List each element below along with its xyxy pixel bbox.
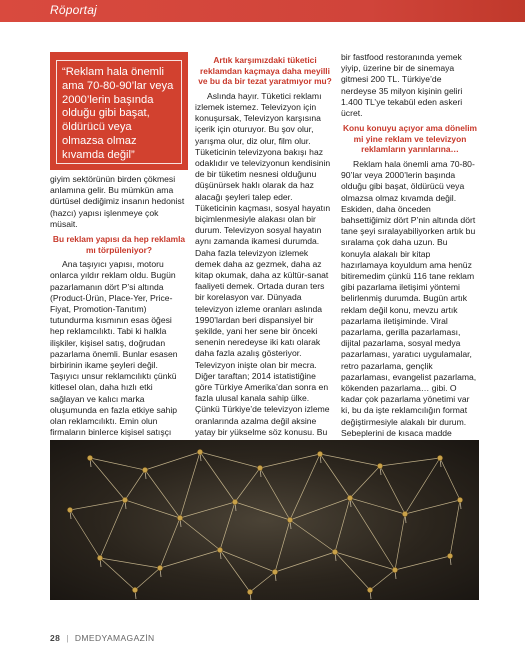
pin-head — [332, 549, 337, 554]
thread-line — [395, 556, 450, 570]
thread-line — [335, 498, 350, 552]
interview-question: Konu konuyu açıyor ama dönelim mi yine reklam ve televizyon reklamların yarınlarına… — [342, 123, 478, 155]
paragraph: Aslında hayır. Tüketici reklamı izlemek istemez. Televizyon için konuşursak, Televizyon karşısına içerik için oturuyor. Bu şov olur, yarışma olur, diz olur, film olur. Tüketicinin televizyona bakışı haz odaklıdır ve televizyonun kendisinin de bir tüketim nesnesi olduğunu düşünürsek haklı olarak da haz alacağı şeyleri talep eder. Tüketicinin kaçması, sosyal hayatın biçimlenmesiyle alakası olan bir durum. Televizyon sosyal hayatın aynı zamanda ikamesi durumda. Daha fazla televizyon izlemek demek daha az gezmek, daha az kitap okumak, daha az kültür-sanat faaliyeti demek. Ortada duran ters bir korelasyon var. Dünyada televizyon izleme oranları aslında 1990’lardan beri dispansiyel bir şekilde, yani her sene bir önceki senenin neredeyse iki katı olarak daha fazla azalış gösteriyor. Televizyon inişte olan bir mecra. Diğer taraftan; 2014 istatistiğine göre Türkiye Amerika’dan sonra en fazla ulusal kanala sahip ülke. Çünkü Türkiye’de televizyon izleme oranlarında azalma değil aksine yatay bir yükselme söz konusu. Bu — [195, 90, 331, 437]
thread-line — [395, 514, 405, 570]
thread-line — [260, 454, 320, 468]
thread-line — [135, 568, 160, 590]
pin-head — [392, 567, 397, 572]
interview-question: Bu reklam yapısı da hep reklamla mı törpüleniyor? — [52, 234, 186, 255]
thread-line — [160, 550, 220, 568]
thread-line — [180, 502, 235, 518]
thread-line — [250, 572, 275, 592]
thread-line — [370, 570, 395, 590]
pin-head — [177, 515, 182, 520]
thread-line — [380, 466, 405, 514]
thread-line — [200, 452, 260, 468]
thread-line — [335, 552, 395, 570]
pin-head — [447, 553, 452, 558]
pin-head — [247, 589, 252, 594]
thread-line — [405, 458, 440, 514]
thread-line — [200, 452, 235, 502]
section-label: Röportaj — [50, 3, 97, 17]
pin-head — [132, 587, 137, 592]
thread-line — [180, 452, 200, 518]
article-column-1 — [50, 174, 188, 461]
thread-line — [290, 520, 335, 552]
pin-head — [197, 449, 202, 454]
thread-line — [145, 452, 200, 470]
pin-head — [347, 495, 352, 500]
pin-head — [287, 517, 292, 522]
paragraph: Reklam hala önemli ama 70-80-90’lar veya 2000’lerin başında olduğu gibi başat, öldürücü veya olmazsa olmaz kıvamda değil. Eskiden, daha önceden bahsettiğimiz dört P’nin altında dört tane şeyi sıralayabiliyorken artık bu sıralama çok daha uzun. Bu konuyla alakalı bir kitap hazırlamaya koyuldum ama henüz bitiremedim çünkü 116 tane reklam gibi pazarlama iletişimi yöntemi belirlenmiş durumda. Bugün artık reklam değil konu, mevzu artık pazarlama iletişiminde. Viral pazarlama, gerilla pazarlaması, dijital pazarlama, sosyal medya pazarlaması, yaratıcı uygulamalar, retro pazarlama, gençlik pazarlaması, evangelist pazarlama, kökenden pazarlama… gibi. O kadar çok pazarlama yönetimi var ki, bu da işte reklamcılığın format değiştirmesiyle alakalı bir durum. Sebeplerini de kısaca madde — [341, 159, 477, 438]
thread-line — [320, 454, 350, 498]
network-illustration — [50, 440, 479, 600]
thread-line — [100, 500, 125, 558]
thread-line — [125, 500, 180, 518]
pin-head — [367, 587, 372, 592]
pull-quote-frame — [56, 60, 182, 164]
pin-head — [232, 499, 237, 504]
magazine-name: DMEDYAMAGAZİN — [74, 633, 155, 643]
pin-head — [402, 511, 407, 516]
pin-head — [437, 455, 442, 460]
pin-head — [97, 555, 102, 560]
pull-quote-text: “Reklam hala önemli ama 70-80-90’lar veya 2000’lerin başında olduğu gibi başat, öldürücü veya olmazsa olmaz kıvamda değil” — [62, 66, 174, 161]
thread-line — [235, 502, 290, 520]
thread-line — [320, 454, 380, 466]
thread-line — [160, 518, 180, 568]
pin-head — [157, 565, 162, 570]
thread-line — [440, 458, 460, 500]
pin-head — [377, 463, 382, 468]
pin-head — [142, 467, 147, 472]
thread-line — [235, 468, 260, 502]
thread-line — [275, 552, 335, 572]
thread-line — [70, 500, 125, 510]
thread-line — [220, 502, 235, 550]
paragraph: Ana taşıyıcı yapısı, motoru onlarca yıldır reklam oldu. Bugün pazarlamanın dört P’si altında (Product-Ürün, Place-Yer, Price-Fiyat, Promotion-Tanıtım) tutundurma kısmının esas öğesi hep reklamcılıktı. Tabi ki halkla ilişkiler, kişisel satış, doğrudan pazarlama önemli. Bunlar esasen birbirinin ikame şeyleri değil. Taşıyıcı unsur reklamcılıktı çünkü kitlesel olan, daha hızlı etki sağlayan ve kalıcı marka oluşumunda en fazla etkiye sahip olan reklamcılıktı. Emin olun firmaların binlerce kişisel satışçı — [50, 259, 178, 438]
footer-separator: | — [66, 633, 69, 643]
section-header-bar — [0, 0, 525, 22]
pin-head — [67, 507, 72, 512]
interview-question: Artık karşımızdaki tüketici reklamdan kaçmaya daha meyilli ve bu da bir tezat yaratmıyor mu? — [198, 55, 332, 87]
pull-quote-box — [50, 52, 188, 170]
pin-head — [122, 497, 127, 502]
thread-line — [145, 470, 180, 518]
thread-line — [335, 552, 370, 590]
pin-head — [457, 497, 462, 502]
pin-head — [217, 547, 222, 552]
thread-line — [180, 518, 220, 550]
thread-line — [260, 468, 290, 520]
thread-line — [70, 510, 100, 558]
pin-head — [272, 569, 277, 574]
thread-line — [290, 498, 350, 520]
pin-head — [87, 455, 92, 460]
network-pins-photo — [50, 440, 479, 600]
page-footer — [50, 633, 155, 643]
article-column-3 — [341, 52, 479, 484]
thread-line — [290, 454, 320, 520]
paragraph: bir fastfood restoranında yemek yiyip, üzerine bir de sinemaya gitmesi 200 TL. Türkiye’de nerdeyse 35 milyon kişinin geliri 1.400 TL’ye tekabül eden askeri ücret. — [341, 52, 463, 119]
thread-line — [380, 458, 440, 466]
thread-line — [405, 500, 460, 514]
thread-line — [450, 500, 460, 556]
thread-line — [350, 466, 380, 498]
pin-head — [257, 465, 262, 470]
pin-head — [317, 451, 322, 456]
article-column-2 — [195, 55, 335, 460]
thread-line — [125, 470, 145, 500]
paragraph: giyim sektörünün birden çökmesi anlamına gelir. Bu mümkün ama dürtüsel dediğimiz insanın hedonist (hazcı) yapısı işlenmeye çok müsait. — [50, 174, 185, 229]
thread-line — [275, 520, 290, 572]
page-number: 28 — [50, 633, 61, 643]
